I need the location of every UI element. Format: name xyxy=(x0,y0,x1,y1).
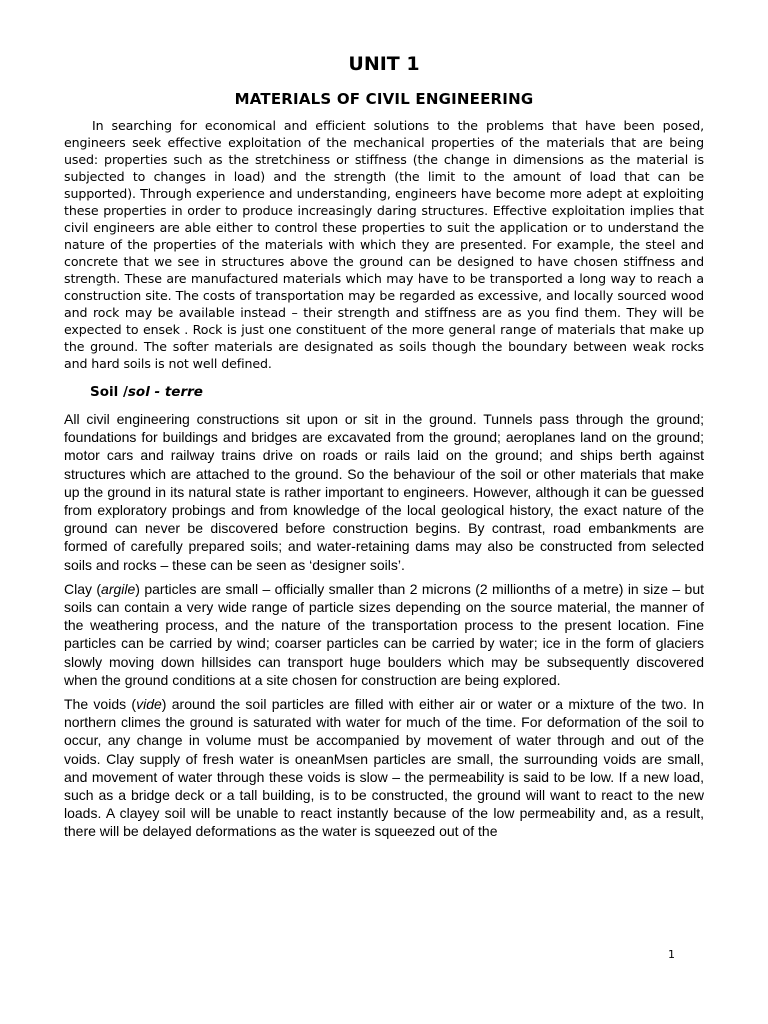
paragraph-clay xyxy=(64,580,704,689)
paragraph-clay-start: Clay ( xyxy=(64,580,102,597)
unit-title: UNIT 1 xyxy=(348,53,420,75)
paragraph-voids-rest: ) around the soil particles are filled with either air or water or a mixture of the two. In northern climes the ground is saturated with water for much of the time. For deformation of the soil to occur, any change in volume must be accompanied by movement of water through and out of the voids. Clay supply of fresh water is oneanMsen particles are small, the surrounding voids are small, and movement of water through these voids is slow – the permeability is said to be low. If a new load, such as a bridge deck or a tall building, is to be constructed, the ground will want to react to the new loads. A clayey soil will be unable to react instantly because of the low permeability and, as a result, there will be delayed deformations as the water is squeezed out of the xyxy=(64,696,704,840)
section-heading-main: Soil / xyxy=(90,384,128,400)
chapter-title: MATERIALS OF CIVIL ENGINEERING xyxy=(234,90,534,108)
paragraph-voids-start: The voids ( xyxy=(64,696,137,713)
paragraph-voids xyxy=(64,695,704,841)
document-page xyxy=(64,52,704,847)
intro-paragraph: In searching for economical and efficient solutions to the problems that have been posed, engineers seek effective exploitation of the mechanical properties of the materials that are being used: properties such as the stretchiness or stiffness (the change in dimensions as the material is subjected to changes in load) and the strength (the limit to the amount of load that can be supported). Through experience and understanding, engineers have become more adept at exploiting these properties in order to produce increasingly daring structures. Effective exploitation implies that civil engineers are able either to control these properties to suit the application or to understand the nature of the properties of the materials with which they are presented. For example, the steel and concrete that we see in structures above the ground can be designed to have chosen stiffness and strength. These are manufactured materials which may have to be transported a long way to reach a construction site. The costs of transportation may be regarded as excessive, and locally sourced wood and rock may be available instead – their strength and stiffness are as you find them. They will be expected to ensek . Rock is just one constituent of the more general range of materials that make up the ground. The softer materials are designated as soils though the boundary between weak rocks and hard soils is not well defined. xyxy=(64,118,704,371)
paragraph-clay-term: argile xyxy=(101,580,136,597)
paragraph-ground: All civil engineering constructions sit upon or sit in the ground. Tunnels pass through the ground; foundations for buildings and bridges are excavated from the ground; aeroplanes land on the ground; motor cars and railway trains drive on roads or rails laid on the ground; and ships berth against structures which are attached to the ground. So the behaviour of the soil or other materials that make up the ground in its natural state is rather important to engineers. However, although it can be guessed from exploratory probings and from knowledge of the local geological history, the exact nature of the ground can never be discovered before construction begins. By contrast, road embankments are formed of carefully prepared soils; and water-retaining dams may also be constructed from selected soils and rocks – these can be seen as ‘designer soils’. xyxy=(64,411,704,573)
paragraph-voids-term: vide xyxy=(136,696,162,713)
section-heading-soil xyxy=(90,382,704,402)
section-heading-italic: sol - terre xyxy=(127,384,203,400)
page-number: 1 xyxy=(668,948,675,961)
paragraph-clay-rest: ) particles are small – officially smaller than 2 microns (2 millionths of a metre) in size – but soils can contain a very wide range of particle sizes depending on the source material, the manner of the weathering process, and the nature of the transportation process to the present location. Fine particles can be carried by wind; coarser particles can be carried by water; ice in the form of glaciers slowly moving down hillsides can transport huge boulders which may be subsequently discovered when the ground conditions at a site chosen for construction are being explored. xyxy=(64,580,704,688)
